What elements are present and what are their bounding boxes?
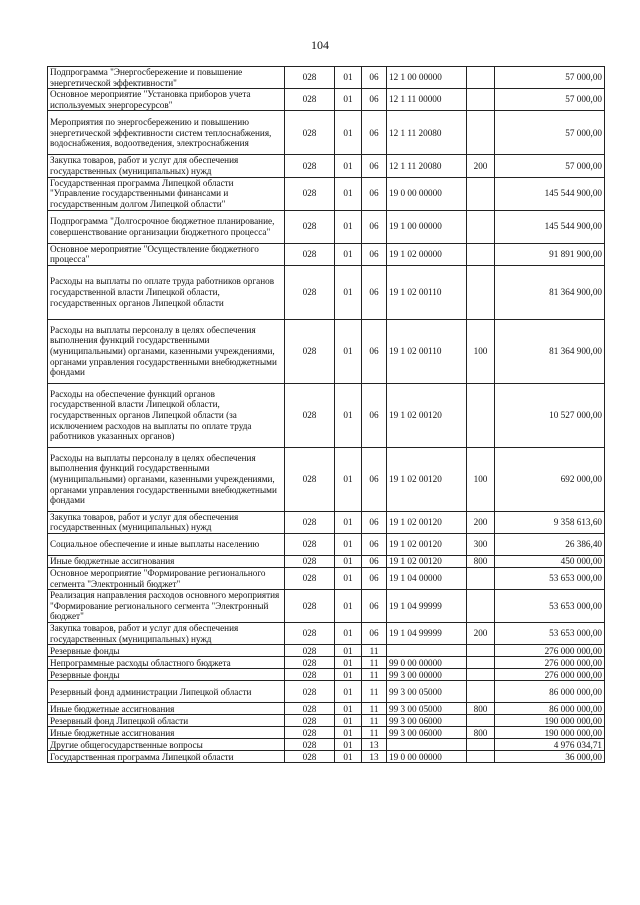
row-code: 028 [285,715,335,727]
row-code: 028 [285,681,335,703]
row-subsection: 06 [362,590,387,623]
row-sum: 57 000,00 [495,89,605,111]
row-subsection: 06 [362,533,387,555]
row-code: 028 [285,89,335,111]
row-expense-type [467,177,495,210]
row-expense-type: 200 [467,623,495,645]
row-expense-type: 200 [467,155,495,177]
row-code: 028 [285,533,335,555]
row-code: 028 [285,657,335,669]
row-sum: 81 364 900,00 [495,265,605,319]
row-section: 01 [335,447,362,511]
row-expense-type [467,210,495,243]
table-row [48,739,605,751]
row-subsection: 13 [362,739,387,751]
row-section: 01 [335,155,362,177]
row-expense-type [467,383,495,447]
row-name: Закупка товаров, работ и услуг для обеспечения государственных (муниципальных) нужд [48,155,285,177]
row-expense-type [467,111,495,155]
table-row [48,177,605,210]
row-code: 028 [285,265,335,319]
row-section: 01 [335,567,362,589]
row-code: 028 [285,177,335,210]
row-expense-type: 800 [467,727,495,739]
table-body [48,67,605,763]
row-section: 01 [335,645,362,657]
row-target-article: 99 3 00 00000 [387,669,467,681]
row-name: Закупка товаров, работ и услуг для обеспечения государственных (муниципальных) нужд [48,511,285,533]
row-target-article: 12 1 11 00000 [387,89,467,111]
row-subsection: 06 [362,511,387,533]
row-subsection: 06 [362,210,387,243]
row-target-article: 12 1 11 20080 [387,111,467,155]
row-name: Государственная программа Липецкой области [48,751,285,763]
row-target-article: 99 3 00 05000 [387,703,467,715]
table-row [48,590,605,623]
row-sum: 276 000 000,00 [495,645,605,657]
row-expense-type [467,739,495,751]
row-expense-type [467,715,495,727]
row-expense-type [467,590,495,623]
row-expense-type [467,567,495,589]
row-target-article: 19 0 00 00000 [387,751,467,763]
row-section: 01 [335,739,362,751]
row-expense-type: 300 [467,533,495,555]
row-code: 028 [285,623,335,645]
row-subsection: 06 [362,243,387,265]
table-row [48,210,605,243]
table-row [48,715,605,727]
row-subsection: 11 [362,657,387,669]
row-subsection: 06 [362,623,387,645]
row-sum: 57 000,00 [495,111,605,155]
row-target-article: 99 3 00 05000 [387,681,467,703]
row-name: Иные бюджетные ассигнования [48,555,285,567]
table-row [48,111,605,155]
row-expense-type [467,645,495,657]
row-sum: 53 653 000,00 [495,567,605,589]
table-row [48,319,605,383]
row-sum: 190 000 000,00 [495,727,605,739]
row-sum: 145 544 900,00 [495,210,605,243]
row-name: Государственная программа Липецкой области "Управление государственными финансами и государственным долгом Липецкой области" [48,177,285,210]
row-code: 028 [285,555,335,567]
row-name: Закупка товаров, работ и услуг для обеспечения государственных (муниципальных) нужд [48,623,285,645]
row-expense-type [467,657,495,669]
row-subsection: 11 [362,703,387,715]
row-subsection: 06 [362,555,387,567]
row-subsection: 06 [362,447,387,511]
row-code: 028 [285,155,335,177]
row-section: 01 [335,319,362,383]
row-section: 01 [335,657,362,669]
row-target-article: 19 1 04 00000 [387,567,467,589]
table-row [48,533,605,555]
row-name: Иные бюджетные ассигнования [48,727,285,739]
table-row [48,567,605,589]
row-expense-type [467,67,495,89]
row-subsection: 11 [362,645,387,657]
row-target-article: 99 3 00 06000 [387,727,467,739]
row-code: 028 [285,739,335,751]
row-expense-type: 200 [467,511,495,533]
row-section: 01 [335,67,362,89]
row-name: Резервные фонды [48,669,285,681]
row-expense-type [467,751,495,763]
row-name: Расходы на выплаты по оплате труда работников органов государственной власти Липецкой области, государственных органов Липецкой области [48,265,285,319]
row-code: 028 [285,210,335,243]
row-subsection: 06 [362,265,387,319]
row-subsection: 06 [362,89,387,111]
row-name: Резервные фонды [48,645,285,657]
row-section: 01 [335,111,362,155]
row-code: 028 [285,727,335,739]
row-section: 01 [335,89,362,111]
row-section: 01 [335,751,362,763]
row-section: 01 [335,383,362,447]
row-name: Другие общегосударственные вопросы [48,739,285,751]
row-sum: 190 000 000,00 [495,715,605,727]
row-expense-type [467,265,495,319]
row-name: Подпрограмма "Долгосрочное бюджетное планирование, совершенствование организации бюджетного процесса" [48,210,285,243]
row-target-article: 99 0 00 00000 [387,657,467,669]
row-subsection: 13 [362,751,387,763]
row-subsection: 11 [362,681,387,703]
row-target-article: 19 1 04 99999 [387,623,467,645]
row-target-article: 19 1 02 00120 [387,511,467,533]
row-sum: 86 000 000,00 [495,681,605,703]
table-row [48,265,605,319]
row-expense-type [467,89,495,111]
row-name: Расходы на выплаты персоналу в целях обеспечения выполнения функций государственными (муниципальными) органами, казенными учреждениями, органами управления государственными внебюджетными фондами [48,447,285,511]
row-section: 01 [335,243,362,265]
row-expense-type [467,681,495,703]
row-code: 028 [285,703,335,715]
table-row [48,511,605,533]
table-row [48,383,605,447]
row-sum: 57 000,00 [495,67,605,89]
row-expense-type: 800 [467,555,495,567]
row-name: Расходы на выплаты персоналу в целях обеспечения выполнения функций государственными (муниципальными) органами, казенными учреждениями, органами управления государственными внебюджетными фондами [48,319,285,383]
row-expense-type: 800 [467,703,495,715]
row-name: Резервный фонд Липецкой области [48,715,285,727]
row-sum: 692 000,00 [495,447,605,511]
row-section: 01 [335,177,362,210]
row-expense-type: 100 [467,319,495,383]
row-target-article: 19 1 02 00120 [387,555,467,567]
row-subsection: 06 [362,567,387,589]
row-section: 01 [335,681,362,703]
row-name: Расходы на обеспечение функций органов государственной власти Липецкой области, государственных органов Липецкой области (за исключением расходов на выплаты по оплате труда работников указанных органов) [48,383,285,447]
row-name: Резервный фонд администрации Липецкой области [48,681,285,703]
row-section: 01 [335,511,362,533]
row-code: 028 [285,319,335,383]
row-sum: 276 000 000,00 [495,657,605,669]
row-subsection: 06 [362,177,387,210]
table-row [48,703,605,715]
table-row [48,447,605,511]
row-name: Реализация направления расходов основного мероприятия "Формирование регионального сегмента "Электронный бюджет" [48,590,285,623]
row-code: 028 [285,751,335,763]
row-name: Мероприятия по энергосбережению и повышению энергетической эффективности систем теплоснабжения, водоснабжения, водоотведения, электроснабжения [48,111,285,155]
table-row [48,727,605,739]
row-target-article: 12 1 00 00000 [387,67,467,89]
table-row [48,657,605,669]
row-section: 01 [335,669,362,681]
row-sum: 145 544 900,00 [495,177,605,210]
row-name: Подпрограмма "Энергосбережение и повышение энергетической эффективности" [48,67,285,89]
table-row [48,155,605,177]
table-row [48,555,605,567]
row-code: 028 [285,111,335,155]
row-section: 01 [335,555,362,567]
row-name: Основное мероприятие "Формирование регионального сегмента "Электронный бюджет" [48,567,285,589]
budget-table [47,66,605,763]
row-expense-type: 100 [467,447,495,511]
row-code: 028 [285,645,335,657]
row-subsection: 06 [362,319,387,383]
table-row [48,623,605,645]
row-code: 028 [285,67,335,89]
row-name: Основное мероприятие "Осуществление бюджетного процесса" [48,243,285,265]
row-code: 028 [285,590,335,623]
row-target-article: 19 1 02 00120 [387,533,467,555]
table-row [48,751,605,763]
row-subsection: 06 [362,155,387,177]
table-row [48,67,605,89]
row-target-article: 19 1 02 00110 [387,319,467,383]
row-target-article: 19 1 02 00120 [387,447,467,511]
row-target-article: 19 1 02 00120 [387,383,467,447]
page-number: 104 [311,38,329,52]
row-target-article [387,645,467,657]
row-code: 028 [285,383,335,447]
row-sum: 9 358 613,60 [495,511,605,533]
row-code: 028 [285,511,335,533]
table-row [48,89,605,111]
row-section: 01 [335,590,362,623]
row-target-article: 12 1 11 20080 [387,155,467,177]
row-name: Основное мероприятие "Установка приборов учета используемых энергоресурсов" [48,89,285,111]
row-target-article: 19 1 02 00000 [387,243,467,265]
row-subsection: 11 [362,669,387,681]
row-sum: 36 000,00 [495,751,605,763]
row-sum: 450 000,00 [495,555,605,567]
row-target-article: 19 1 02 00110 [387,265,467,319]
row-sum: 276 000 000,00 [495,669,605,681]
row-subsection: 06 [362,111,387,155]
table-row [48,645,605,657]
row-target-article: 99 3 00 06000 [387,715,467,727]
row-section: 01 [335,210,362,243]
row-sum: 86 000 000,00 [495,703,605,715]
row-code: 028 [285,447,335,511]
row-section: 01 [335,715,362,727]
row-section: 01 [335,623,362,645]
row-section: 01 [335,703,362,715]
row-name: Непрограммные расходы областного бюджета [48,657,285,669]
row-code: 028 [285,243,335,265]
row-subsection: 11 [362,715,387,727]
row-subsection: 11 [362,727,387,739]
row-target-article [387,739,467,751]
row-sum: 26 386,40 [495,533,605,555]
row-subsection: 06 [362,383,387,447]
table-row [48,669,605,681]
row-section: 01 [335,727,362,739]
row-sum: 10 527 000,00 [495,383,605,447]
row-section: 01 [335,533,362,555]
row-sum: 53 653 000,00 [495,590,605,623]
row-subsection: 06 [362,67,387,89]
row-sum: 53 653 000,00 [495,623,605,645]
row-name: Социальное обеспечение и иные выплаты населению [48,533,285,555]
row-target-article: 19 0 00 00000 [387,177,467,210]
row-name: Иные бюджетные ассигнования [48,703,285,715]
row-sum: 91 891 900,00 [495,243,605,265]
row-sum: 57 000,00 [495,155,605,177]
row-expense-type [467,243,495,265]
row-code: 028 [285,567,335,589]
row-target-article: 19 1 00 00000 [387,210,467,243]
row-sum: 4 976 034,71 [495,739,605,751]
row-expense-type [467,669,495,681]
row-code: 028 [285,669,335,681]
row-target-article: 19 1 04 99999 [387,590,467,623]
table-row [48,681,605,703]
table-row [48,243,605,265]
row-sum: 81 364 900,00 [495,319,605,383]
row-section: 01 [335,265,362,319]
